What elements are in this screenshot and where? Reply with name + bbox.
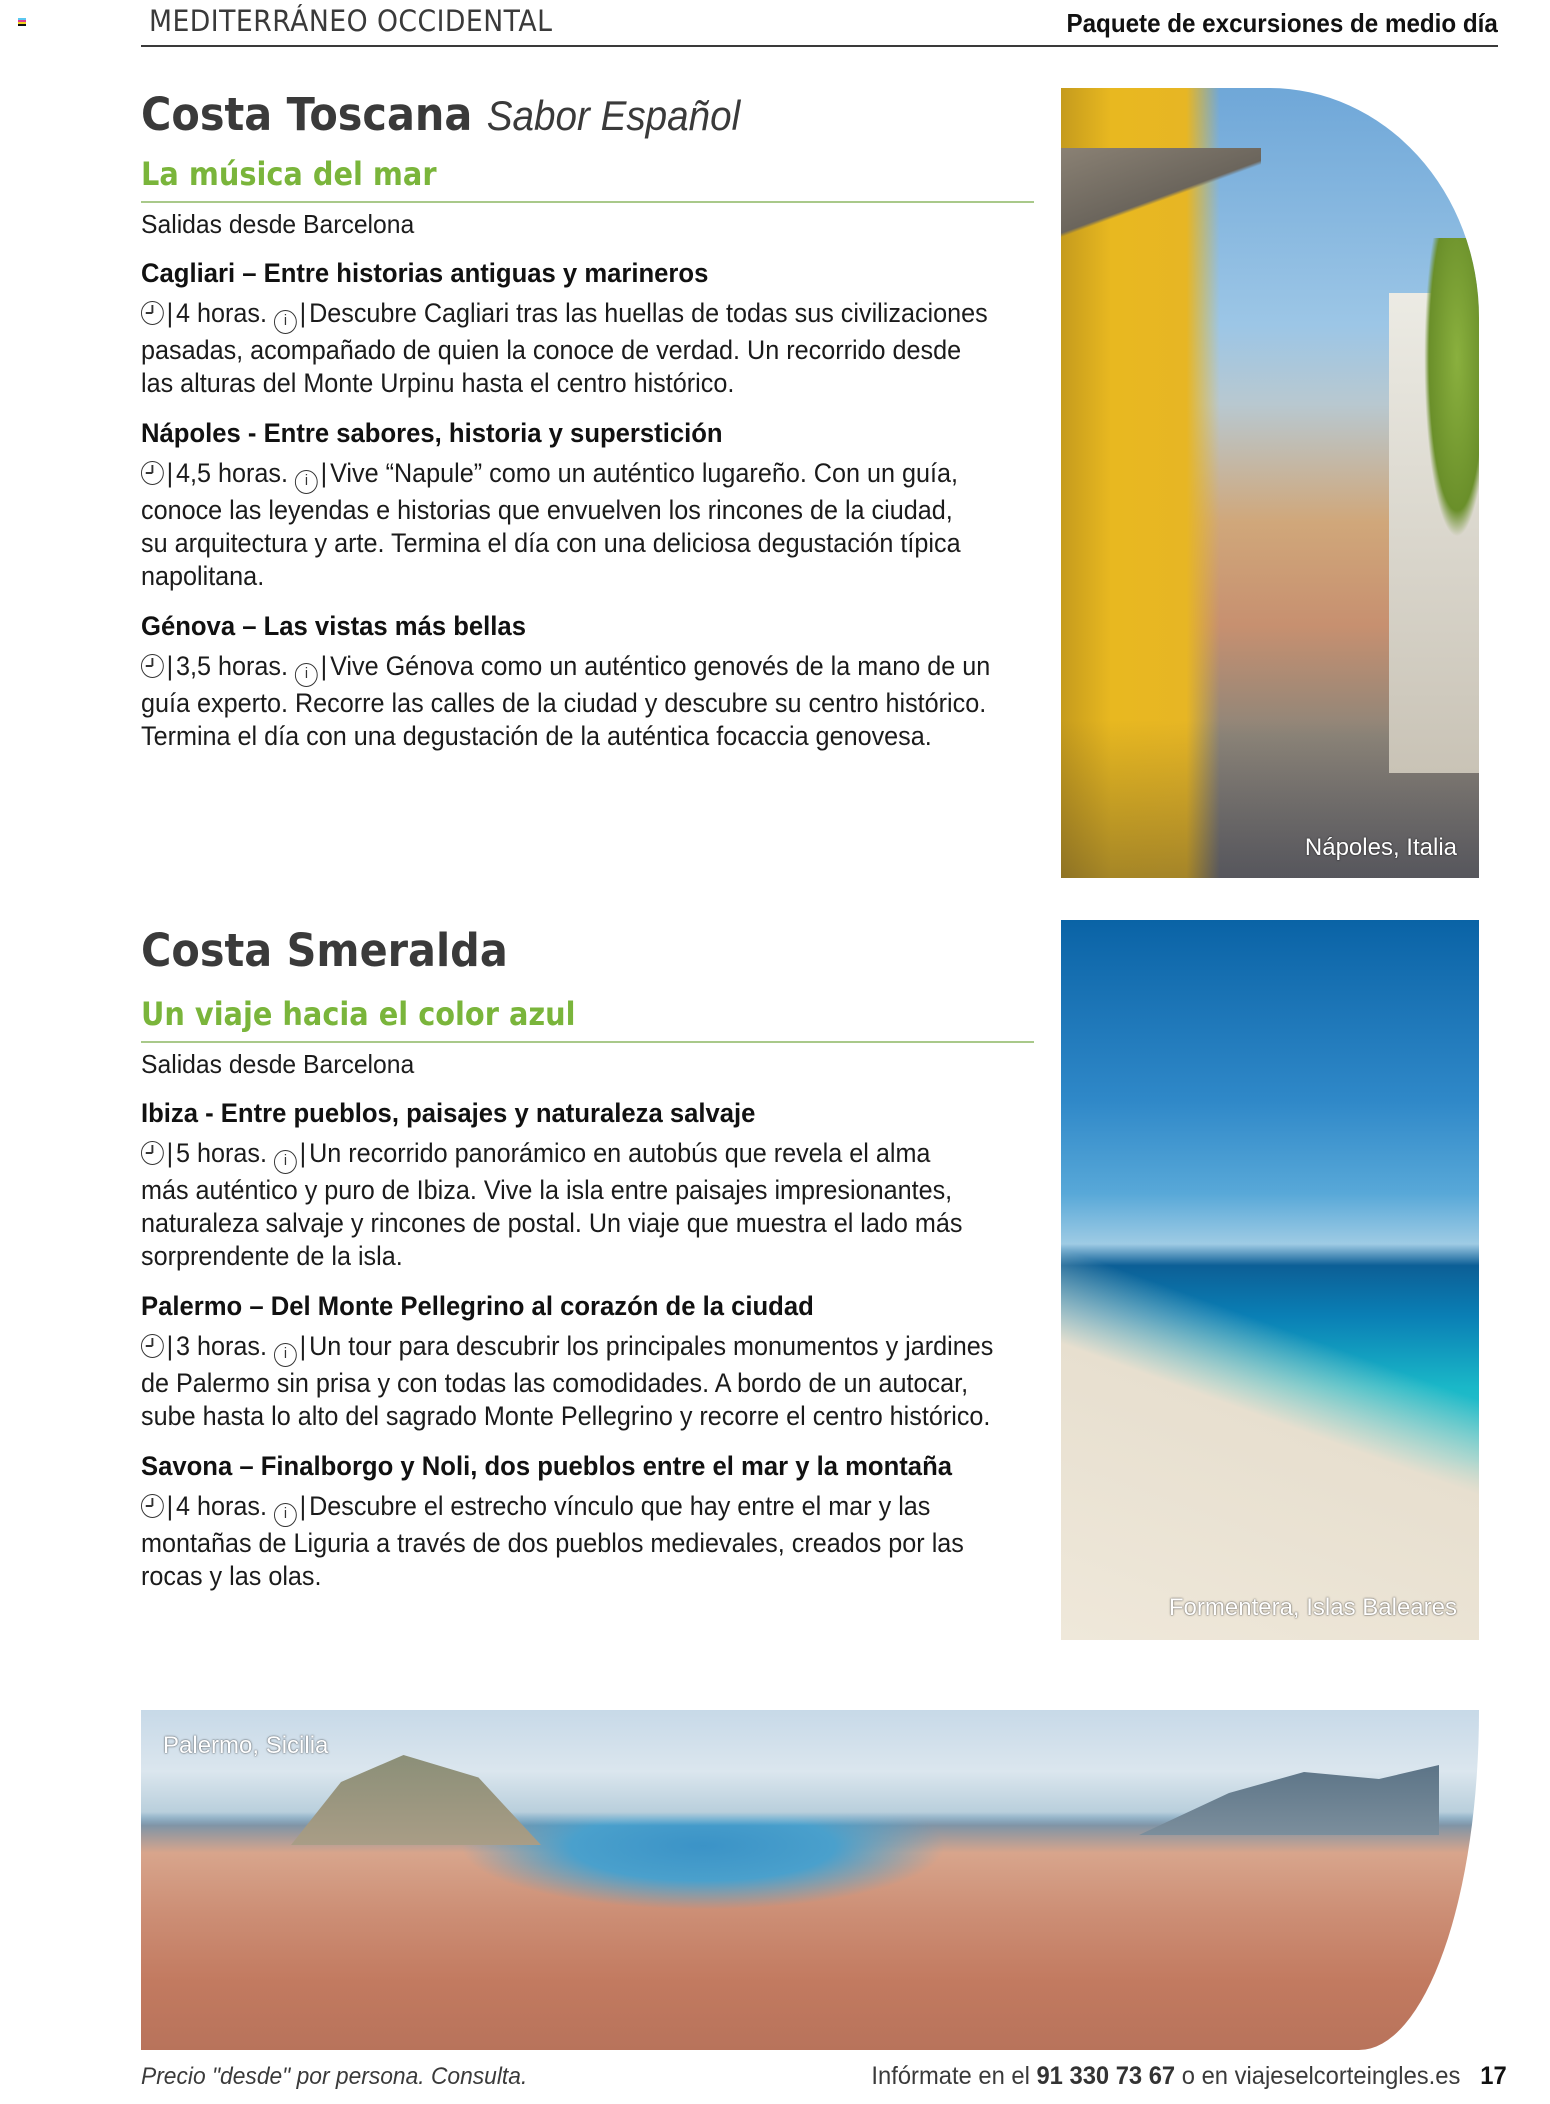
section-subtitle: Sabor Español: [486, 92, 741, 139]
excursion-title: Palermo – Del Monte Pellegrino al corazón de la ciudad: [141, 1291, 814, 1321]
excursion-description: Un tour para descubrir los principales monumentos y jardines de Palermo sin prisa y con todas las comodidades. A bordo de un autocar, sube hasta lo alto del sagrado Monte Pellegrino y recorre el centro histórico.: [141, 1331, 994, 1431]
building-cornice: [1061, 148, 1261, 288]
excursion-item: [141, 611, 1034, 753]
photo-caption: Nápoles, Italia: [1304, 834, 1457, 861]
photo-caption: Palermo, Sicilia: [163, 1732, 329, 1759]
section-title-main: Costa Smeralda: [141, 924, 508, 977]
clock-icon: [141, 1141, 164, 1165]
mountain-range: [1139, 1765, 1439, 1835]
departure-info: Salidas desde Barcelona: [141, 1049, 415, 1079]
info-icon: i: [274, 1343, 297, 1367]
clock-icon: [141, 1334, 164, 1358]
excursion-title: Nápoles - Entre sabores, historia y superstición: [141, 418, 723, 448]
page-header: [141, 0, 1498, 47]
excursion-title: Savona – Finalborgo y Noli, dos pueblos entre el mar y la montaña: [141, 1451, 953, 1481]
photo-formentera: [1061, 920, 1479, 1640]
section-title: [141, 924, 963, 977]
duration: 4,5 horas.: [176, 458, 289, 488]
photo-palermo: [141, 1710, 1479, 2050]
info-icon: i: [274, 1150, 297, 1174]
clock-icon: [141, 654, 164, 678]
departure-info: Salidas desde Barcelona: [141, 209, 415, 239]
page-number: 17: [1480, 2062, 1507, 2090]
excursion-item: [141, 258, 1034, 400]
excursion-description: Descubre el estrecho vínculo que hay entre el mar y las montañas de Liguria a través de dos pueblos medievales, creados por las rocas y las olas.: [141, 1491, 964, 1591]
duration: 3 horas.: [176, 1331, 268, 1361]
excursion-item: [141, 418, 1034, 593]
trees: [1424, 238, 1479, 538]
photo-caption: Formentera, Islas Baleares: [1168, 1594, 1457, 1621]
excursion-body: | 4 horas. i | Descubre Cagliari tras las huellas de todas sus civilizaciones pasadas, acompañado de quien la conoce de verdad. Un recorrido desde las alturas del Monte Urpinu hasta el centro histórico.: [141, 298, 988, 398]
clock-icon: [141, 1494, 164, 1518]
photo-napoles: [1061, 88, 1479, 878]
duration: 4 horas.: [176, 298, 268, 328]
section-title-main: Costa Toscana: [141, 88, 473, 141]
duration: 3,5 horas.: [176, 651, 289, 681]
excursion-title: Cagliari – Entre historias antiguas y marineros: [141, 258, 709, 288]
print-registration-mark: [18, 18, 26, 26]
excursion-description: Vive Génova como un auténtico genovés de la mano de un guía experto. Recorre las calles de la ciudad y descubre su centro histórico. Termina el día con una degustación de la auténtica focaccia genovesa.: [141, 651, 991, 751]
duration: 4 horas.: [176, 1491, 268, 1521]
website-link[interactable]: viajeselcorteingles.es: [1234, 2062, 1461, 2090]
info-icon: i: [295, 663, 318, 687]
duration: 5 horas.: [176, 1138, 268, 1168]
section-title: [141, 88, 963, 141]
footer-contact: Infórmate en el 91 330 73 67 o en viajeselcorteingles.es 17: [871, 2062, 1507, 2090]
excursion-body: | 4,5 horas. i | Vive “Napule” como un auténtico lugareño. Con un guía, conoce las leyendas e historias que envuelven los rincones de la ciudad, su arquitectura y arte. Termina el día con una deliciosa degustación típica napolitana.: [141, 458, 961, 591]
section-costa-smeralda: [141, 924, 1034, 1593]
region-title: MEDITERRÁNEO OCCIDENTAL: [149, 4, 553, 38]
excursion-body: | 3,5 horas. i | Vive Génova como un auténtico genovés de la mano de un guía experto. Recorre las calles de la ciudad y descubre su centro histórico. Termina el día con una degustación de la auténtica focaccia genovesa.: [141, 651, 991, 751]
package-title: Paquete de excursiones de medio día: [1066, 8, 1498, 38]
excursion-item: [141, 1451, 1034, 1593]
info-icon: i: [295, 470, 318, 494]
info-icon: i: [274, 310, 297, 334]
clock-icon: [141, 461, 164, 485]
price-note: Precio "desde" por persona. Consulta.: [141, 2063, 528, 2090]
excursion-body: | 4 horas. i | Descubre el estrecho vínculo que hay entre el mar y las montañas de Liguria a través de dos pueblos medievales, creados por las rocas y las olas.: [141, 1491, 964, 1591]
mountain: [291, 1755, 541, 1845]
phone-number[interactable]: 91 330 73 67: [1036, 2062, 1176, 2090]
excursion-title: Ibiza - Entre pueblos, paisajes y naturaleza salvaje: [141, 1098, 756, 1128]
clock-icon: [141, 301, 164, 325]
excursion-description: Descubre Cagliari tras las huellas de todas sus civilizaciones pasadas, acompañado de quien la conoce de verdad. Un recorrido desde las alturas del Monte Urpinu hasta el centro histórico.: [141, 298, 988, 398]
section-tagline: La música del mar: [141, 155, 1034, 203]
info-icon: i: [274, 1503, 297, 1527]
excursion-description: Vive “Napule” como un auténtico lugareño. Con un guía, conoce las leyendas e historias que envuelven los rincones de la ciudad, su arquitectura y arte. Termina el día con una deliciosa degustación típica napolitana.: [141, 458, 961, 591]
section-tagline: Un viaje hacia el color azul: [141, 995, 1034, 1043]
excursion-body: | 5 horas. i | Un recorrido panorámico en autobús que revela el alma más auténtico y puro de Ibiza. Vive la isla entre paisajes impresionantes, naturaleza salvaje y rincones de postal. Un viaje que muestra el lado más sorprendente de la isla.: [141, 1138, 963, 1271]
excursion-description: Un recorrido panorámico en autobús que revela el alma más auténtico y puro de Ibiza. Vive la isla entre paisajes impresionantes, naturaleza salvaje y rincones de postal. Un viaje que muestra el lado más sorprendente de la isla.: [141, 1138, 963, 1271]
section-costa-toscana: [141, 88, 1034, 753]
excursion-item: [141, 1098, 1034, 1273]
excursion-title: Génova – Las vistas más bellas: [141, 611, 526, 641]
excursion-body: | 3 horas. i | Un tour para descubrir los principales monumentos y jardines de Palermo sin prisa y con todas las comodidades. A bordo de un autocar, sube hasta lo alto del sagrado Monte Pellegrino y recorre el centro histórico.: [141, 1331, 994, 1431]
excursion-item: [141, 1291, 1034, 1433]
